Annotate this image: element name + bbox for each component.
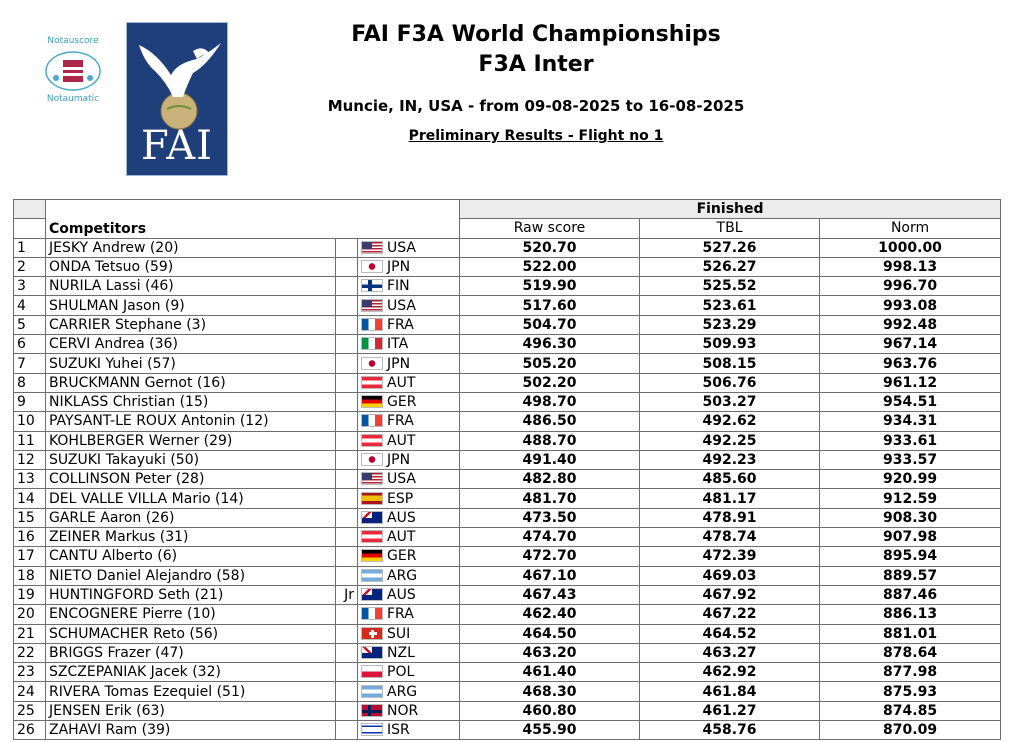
country-code: FRA: [387, 413, 414, 430]
junior-cell: Jr: [336, 585, 358, 604]
norm-cell: 907.98: [820, 528, 1001, 547]
table-row: [14, 296, 1001, 315]
competitor-name-cell: JESKY Andrew (20): [46, 238, 336, 257]
tbl-cell: 485.60: [640, 470, 820, 489]
raw-score-cell: 505.20: [460, 354, 640, 373]
country-cell: [358, 238, 460, 257]
country-code: AUS: [387, 587, 416, 604]
competitor-name-cell: PAYSANT-LE ROUX Antonin (12): [46, 412, 336, 431]
tbl-cell: 492.23: [640, 450, 820, 469]
competitor-name-cell: ZEINER Markus (31): [46, 528, 336, 547]
competitor-name-cell: CERVI Andrea (36): [46, 335, 336, 354]
rank-cell: 11: [14, 431, 46, 450]
raw-score-header: Raw score: [460, 219, 640, 238]
raw-score-cell: 519.90: [460, 277, 640, 296]
junior-cell: [336, 470, 358, 489]
table-row: [14, 721, 1001, 740]
esp-flag-icon: [361, 492, 383, 505]
raw-score-cell: 498.70: [460, 392, 640, 411]
table-row: [14, 489, 1001, 508]
table-row: [14, 663, 1001, 682]
raw-score-cell: 472.70: [460, 547, 640, 566]
junior-cell: [336, 373, 358, 392]
norm-cell: 996.70: [820, 277, 1001, 296]
country-cell: [358, 335, 460, 354]
competitor-name-cell: DEL VALLE VILLA Mario (14): [46, 489, 336, 508]
junior-cell: [336, 315, 358, 334]
competitor-name-cell: ENCOGNERE Pierre (10): [46, 605, 336, 624]
tbl-cell: 458.76: [640, 721, 820, 740]
notaumatic-icon: [44, 48, 102, 94]
country-cell: [358, 721, 460, 740]
tbl-cell: 481.17: [640, 489, 820, 508]
tbl-cell: 492.25: [640, 431, 820, 450]
table-row: [14, 701, 1001, 720]
norm-cell: 993.08: [820, 296, 1001, 315]
country-cell: [358, 296, 460, 315]
raw-score-cell: 520.70: [460, 238, 640, 257]
jpn-flag-icon: [361, 260, 383, 273]
tbl-cell: 467.22: [640, 605, 820, 624]
tbl-cell: 461.27: [640, 701, 820, 720]
country-code: JPN: [387, 452, 411, 468]
norm-cell: 961.12: [820, 373, 1001, 392]
tbl-cell: 461.84: [640, 682, 820, 701]
norm-cell: 877.98: [820, 663, 1001, 682]
fin-flag-icon: [361, 279, 383, 292]
country-cell: [358, 450, 460, 469]
fra-flag-icon: [361, 318, 383, 331]
notaumatic-logo: [38, 36, 108, 116]
finished-header: Finished: [460, 200, 1001, 219]
sui-flag-icon: [361, 627, 383, 640]
country-cell: [358, 354, 460, 373]
raw-score-cell: 460.80: [460, 701, 640, 720]
rank-cell: 26: [14, 721, 46, 740]
country-cell: [358, 701, 460, 720]
rank-cell: 19: [14, 585, 46, 604]
raw-score-cell: 488.70: [460, 431, 640, 450]
country-code: ARG: [387, 683, 418, 700]
country-code: AUS: [387, 509, 416, 526]
tbl-cell: 526.27: [640, 257, 820, 276]
raw-score-cell: 517.60: [460, 296, 640, 315]
norm-cell: 992.48: [820, 315, 1001, 334]
competitor-name-cell: SZCZEPANIAK Jacek (32): [46, 663, 336, 682]
nota-top-text: Notauscore: [47, 36, 99, 46]
country-code: ISR: [387, 722, 410, 739]
fai-logo-text: FAI: [141, 123, 213, 169]
raw-score-cell: 486.50: [460, 412, 640, 431]
raw-score-cell: 496.30: [460, 335, 640, 354]
tbl-cell: 472.39: [640, 547, 820, 566]
table-row: [14, 547, 1001, 566]
table-row: [14, 335, 1001, 354]
junior-cell: [336, 528, 358, 547]
country-code: POL: [387, 664, 415, 681]
country-cell: [358, 643, 460, 662]
rank-cell: 7: [14, 354, 46, 373]
junior-cell: [336, 354, 358, 373]
competitor-name-cell: ONDA Tetsuo (59): [46, 257, 336, 276]
country-cell: [358, 277, 460, 296]
nor-flag-icon: [361, 704, 383, 717]
raw-score-cell: 502.20: [460, 373, 640, 392]
jpn-flag-icon: [361, 453, 383, 466]
rank-cell: 5: [14, 315, 46, 334]
rank-cell: 6: [14, 335, 46, 354]
competitor-name-cell: JENSEN Erik (63): [46, 701, 336, 720]
norm-cell: 874.85: [820, 701, 1001, 720]
junior-cell: [336, 257, 358, 276]
raw-score-cell: 467.10: [460, 566, 640, 585]
tbl-cell: 464.52: [640, 624, 820, 643]
table-row: [14, 508, 1001, 527]
ita-flag-icon: [361, 337, 383, 350]
country-cell: [358, 373, 460, 392]
norm-cell: 889.57: [820, 566, 1001, 585]
norm-cell: 881.01: [820, 624, 1001, 643]
rank-cell: 9: [14, 392, 46, 411]
table-row: [14, 392, 1001, 411]
competitor-name-cell: SHULMAN Jason (9): [46, 296, 336, 315]
raw-score-cell: 461.40: [460, 663, 640, 682]
norm-cell: 908.30: [820, 508, 1001, 527]
junior-cell: [336, 721, 358, 740]
junior-cell: [336, 624, 358, 643]
country-cell: [358, 566, 460, 585]
tbl-cell: 467.92: [640, 585, 820, 604]
table-row: [14, 354, 1001, 373]
raw-score-cell: 504.70: [460, 315, 640, 334]
country-code: ESP: [387, 490, 414, 507]
rank-cell: 14: [14, 489, 46, 508]
competitor-name-cell: KOHLBERGER Werner (29): [46, 431, 336, 450]
norm-cell: 870.09: [820, 721, 1001, 740]
tbl-cell: 509.93: [640, 335, 820, 354]
raw-score-cell: 455.90: [460, 721, 640, 740]
aus-flag-icon: [361, 511, 383, 524]
junior-cell: [336, 547, 358, 566]
country-cell: [358, 528, 460, 547]
country-cell: [358, 663, 460, 682]
fai-logo: [126, 22, 228, 176]
aut-flag-icon: [361, 434, 383, 447]
country-code: AUT: [387, 432, 416, 449]
country-cell: [358, 257, 460, 276]
ger-flag-icon: [361, 395, 383, 408]
tbl-cell: 469.03: [640, 566, 820, 585]
table-row: [14, 373, 1001, 392]
table-row: [14, 643, 1001, 662]
rank-cell: 21: [14, 624, 46, 643]
table-row: [14, 277, 1001, 296]
rank-cell: 2: [14, 257, 46, 276]
rank-cell: 8: [14, 373, 46, 392]
results-title: Preliminary Results - Flight no 1: [408, 128, 664, 144]
country-code: JPN: [387, 355, 411, 372]
competitor-name-cell: SUZUKI Yuhei (57): [46, 354, 336, 373]
fra-flag-icon: [361, 414, 383, 427]
country-code: ITA: [387, 336, 409, 353]
competitor-name-cell: NIKLASS Christian (15): [46, 392, 336, 411]
aus-flag-icon: [361, 588, 383, 601]
country-cell: [358, 431, 460, 450]
country-code: FRA: [387, 606, 414, 623]
arg-flag-icon: [361, 685, 383, 698]
competitor-name-cell: SUZUKI Takayuki (50): [46, 450, 336, 469]
junior-cell: [336, 682, 358, 701]
competitor-name-cell: NIETO Daniel Alejandro (58): [46, 566, 336, 585]
raw-score-cell: 473.50: [460, 508, 640, 527]
rank-cell: 15: [14, 508, 46, 527]
norm-cell: 912.59: [820, 489, 1001, 508]
raw-score-cell: 463.20: [460, 643, 640, 662]
country-code: JPN: [387, 259, 411, 276]
norm-cell: 967.14: [820, 335, 1001, 354]
competitor-name-cell: BRUCKMANN Gernot (16): [46, 373, 336, 392]
country-cell: [358, 489, 460, 508]
country-cell: [358, 624, 460, 643]
table-row: [14, 470, 1001, 489]
tbl-cell: 523.61: [640, 296, 820, 315]
raw-score-cell: 482.80: [460, 470, 640, 489]
aut-flag-icon: [361, 376, 383, 389]
rank-cell: 18: [14, 566, 46, 585]
table-row: [14, 585, 1001, 604]
pol-flag-icon: [361, 665, 383, 678]
norm-cell: 933.61: [820, 431, 1001, 450]
country-cell: [358, 547, 460, 566]
norm-cell: 886.13: [820, 605, 1001, 624]
eagle-icon: [127, 23, 227, 133]
junior-cell: [336, 277, 358, 296]
results-body: [14, 238, 1001, 740]
junior-cell: [336, 392, 358, 411]
junior-cell: [336, 238, 358, 257]
country-code: AUT: [387, 374, 416, 391]
aut-flag-icon: [361, 530, 383, 543]
raw-score-cell: 474.70: [460, 528, 640, 547]
tbl-cell: 478.74: [640, 528, 820, 547]
country-cell: [358, 585, 460, 604]
country-cell: [358, 412, 460, 431]
country-code: USA: [387, 471, 416, 488]
ger-flag-icon: [361, 549, 383, 562]
junior-cell: [336, 605, 358, 624]
competitor-name-cell: CANTU Alberto (6): [46, 547, 336, 566]
competitor-name-cell: CARRIER Stephane (3): [46, 315, 336, 334]
junior-cell: [336, 296, 358, 315]
norm-cell: 878.64: [820, 643, 1001, 662]
raw-score-cell: 468.30: [460, 682, 640, 701]
tbl-cell: 527.26: [640, 238, 820, 257]
country-cell: [358, 682, 460, 701]
country-cell: [358, 470, 460, 489]
table-group-header-row: [14, 200, 1001, 219]
junior-cell: [336, 412, 358, 431]
nzl-flag-icon: [361, 646, 383, 659]
rank-cell: 17: [14, 547, 46, 566]
rank-cell: 25: [14, 701, 46, 720]
norm-cell: 875.93: [820, 682, 1001, 701]
usa-flag-icon: [361, 241, 383, 254]
norm-cell: 1000.00: [820, 238, 1001, 257]
rank-cell: 23: [14, 663, 46, 682]
competitors-header: Competitors: [46, 200, 460, 239]
jpn-flag-icon: [361, 357, 383, 370]
table-row: [14, 605, 1001, 624]
header-blank-cell: [14, 219, 46, 238]
tbl-cell: 492.62: [640, 412, 820, 431]
competitor-name-cell: GARLE Aaron (26): [46, 508, 336, 527]
country-code: GER: [387, 394, 417, 411]
tbl-cell: 508.15: [640, 354, 820, 373]
tbl-cell: 523.29: [640, 315, 820, 334]
raw-score-cell: 464.50: [460, 624, 640, 643]
country-code: NOR: [387, 702, 419, 719]
junior-cell: [336, 335, 358, 354]
rank-cell: 4: [14, 296, 46, 315]
junior-cell: [336, 450, 358, 469]
rank-cell: 10: [14, 412, 46, 431]
country-cell: [358, 315, 460, 334]
table-row: [14, 450, 1001, 469]
table-row: [14, 624, 1001, 643]
country-code: ARG: [387, 567, 418, 584]
rank-cell: 20: [14, 605, 46, 624]
country-code: NZL: [387, 644, 415, 661]
country-cell: [358, 605, 460, 624]
junior-cell: [336, 663, 358, 682]
page-header: [0, 0, 1024, 190]
rank-cell: 22: [14, 643, 46, 662]
country-code: GER: [387, 548, 417, 565]
table-row: [14, 528, 1001, 547]
competitor-name-cell: HUNTINGFORD Seth (21): [46, 585, 336, 604]
raw-score-cell: 462.40: [460, 605, 640, 624]
nota-bottom-text: Notaumatic: [46, 94, 100, 104]
rank-cell: 1: [14, 238, 46, 257]
norm-cell: 998.13: [820, 257, 1001, 276]
country-cell: [358, 392, 460, 411]
competitor-name-cell: NURILA Lassi (46): [46, 277, 336, 296]
page-subtitle-class: F3A Inter: [478, 52, 594, 77]
table-row: [14, 412, 1001, 431]
tbl-header: TBL: [640, 219, 820, 238]
norm-cell: 933.57: [820, 450, 1001, 469]
raw-score-cell: 491.40: [460, 450, 640, 469]
table-row: [14, 566, 1001, 585]
table-row: [14, 431, 1001, 450]
junior-cell: [336, 431, 358, 450]
junior-cell: [336, 508, 358, 527]
country-cell: [358, 508, 460, 527]
raw-score-cell: 522.00: [460, 257, 640, 276]
country-code: USA: [387, 239, 416, 256]
tbl-cell: 506.76: [640, 373, 820, 392]
rank-cell: 16: [14, 528, 46, 547]
header-blank-cell: [14, 200, 46, 219]
table-row: [14, 315, 1001, 334]
competitor-name-cell: COLLINSON Peter (28): [46, 470, 336, 489]
norm-cell: 895.94: [820, 547, 1001, 566]
tbl-cell: 478.91: [640, 508, 820, 527]
page-title: FAI F3A World Championships: [351, 22, 721, 47]
rank-cell: 24: [14, 682, 46, 701]
junior-cell: [336, 643, 358, 662]
competitor-name-cell: BRIGGS Frazer (47): [46, 643, 336, 662]
country-code: FRA: [387, 316, 414, 333]
country-code: USA: [387, 297, 416, 314]
table-row: [14, 682, 1001, 701]
table-row: [14, 257, 1001, 276]
tbl-cell: 503.27: [640, 392, 820, 411]
junior-cell: [336, 701, 358, 720]
country-code: AUT: [387, 529, 416, 546]
raw-score-cell: 467.43: [460, 585, 640, 604]
isr-flag-icon: [361, 723, 383, 736]
competitor-name-cell: RIVERA Tomas Ezequiel (51): [46, 682, 336, 701]
table-row: [14, 238, 1001, 257]
rank-cell: 12: [14, 450, 46, 469]
junior-cell: [336, 489, 358, 508]
tbl-cell: 463.27: [640, 643, 820, 662]
fra-flag-icon: [361, 607, 383, 620]
country-code: SUI: [387, 625, 411, 642]
usa-flag-icon: [361, 299, 383, 312]
arg-flag-icon: [361, 569, 383, 582]
norm-header: Norm: [820, 219, 1001, 238]
competitor-name-cell: SCHUMACHER Reto (56): [46, 624, 336, 643]
raw-score-cell: 481.70: [460, 489, 640, 508]
norm-cell: 954.51: [820, 392, 1001, 411]
norm-cell: 963.76: [820, 354, 1001, 373]
results-table: [13, 199, 1001, 740]
country-code: FIN: [387, 278, 410, 295]
rank-cell: 3: [14, 277, 46, 296]
norm-cell: 934.31: [820, 412, 1001, 431]
norm-cell: 887.46: [820, 585, 1001, 604]
tbl-cell: 462.92: [640, 663, 820, 682]
event-location-dates: Muncie, IN, USA - from 09-08-2025 to 16-08-2025: [327, 97, 745, 115]
tbl-cell: 525.52: [640, 277, 820, 296]
junior-cell: [336, 566, 358, 585]
usa-flag-icon: [361, 472, 383, 485]
rank-cell: 13: [14, 470, 46, 489]
competitor-name-cell: ZAHAVI Ram (39): [46, 721, 336, 740]
norm-cell: 920.99: [820, 470, 1001, 489]
